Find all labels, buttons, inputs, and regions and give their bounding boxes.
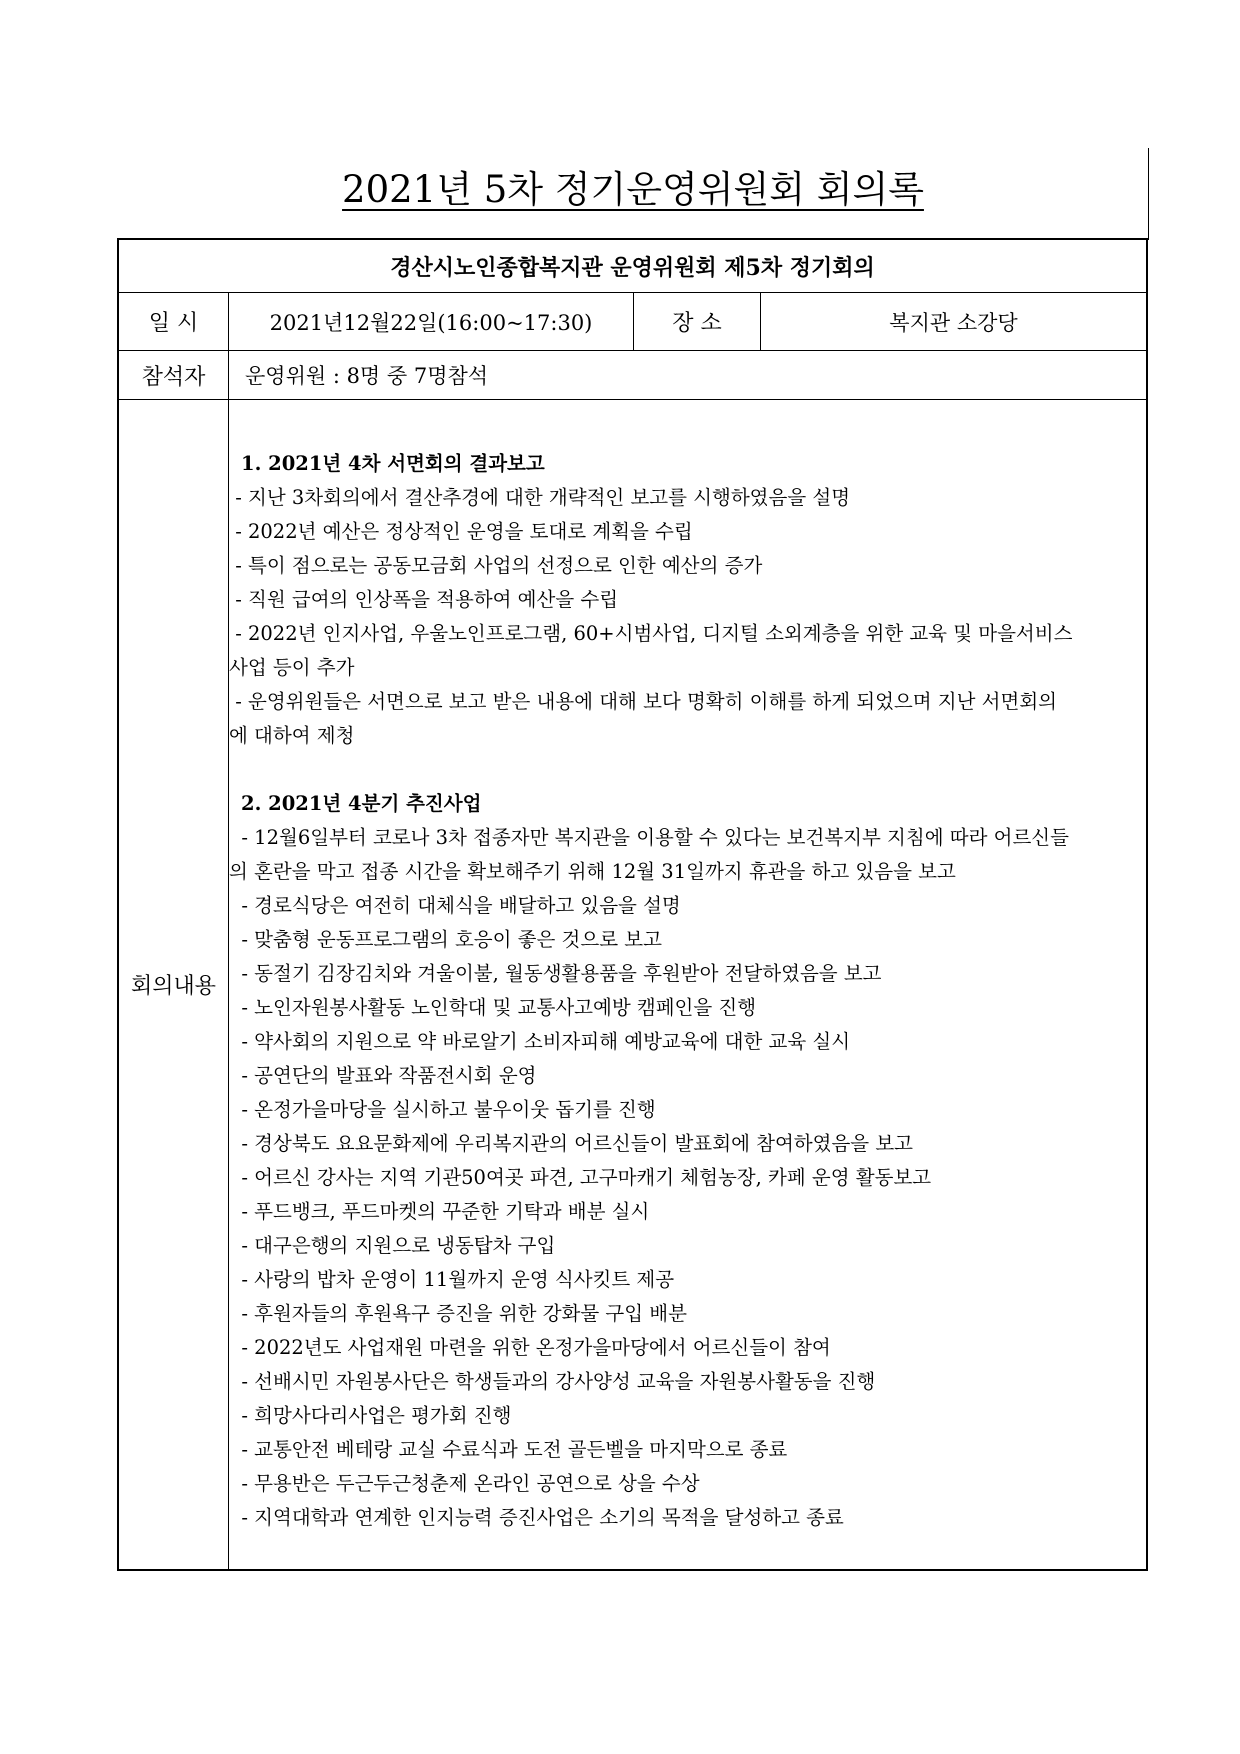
content-line: - 맞춤형 운동프로그램의 호응이 좋은 것으로 보고	[229, 928, 662, 951]
attendees-value: 운영위원 : 8명 중 7명참석	[245, 364, 489, 388]
document-title: 2021년 5차 정기운영위원회 회의록	[342, 168, 924, 211]
meeting-header: 경산시노인종합복지관 운영위원회 제5차 정기회의	[390, 254, 875, 281]
content-row	[119, 400, 1146, 1569]
content-line: 사업 등이 추가	[229, 656, 355, 679]
date-value: 2021년12월22일(16:00~17:30)	[229, 293, 634, 350]
content-line: - 약사회의 지원으로 약 바로알기 소비자피해 예방교육에 대한 교육 실시	[229, 1030, 851, 1053]
date-label: 일 시	[119, 293, 229, 350]
content-label: 회의내용	[119, 400, 229, 1569]
minutes-table	[117, 238, 1148, 1571]
section-spacer	[229, 753, 1149, 787]
content-line: - 희망사다리사업은 평가회 진행	[229, 1404, 512, 1427]
meeting-content	[229, 447, 1149, 1535]
content-line: - 동절기 김장김치와 겨울이불, 월동생활용품을 후원받아 전달하였음을 보고	[229, 962, 882, 985]
attendees-row	[119, 351, 1146, 400]
content-line: - 특이 점으로는 공동모금회 사업의 선정으로 인한 예산의 증가	[229, 554, 763, 577]
date-place-row	[119, 293, 1146, 351]
content-line: 에 대하여 제청	[229, 724, 355, 747]
content-line: - 지역대학과 연계한 인지능력 증진사업은 소기의 목적을 달성하고 종료	[229, 1506, 844, 1529]
content-line: 의 혼란을 막고 접종 시간을 확보해주기 위해 12월 31일까지 휴관을 하고 있음을 보고	[229, 860, 956, 883]
content-line: - 공연단의 발표와 작품전시회 운영	[229, 1064, 537, 1087]
content-line: - 2022년도 사업재원 마련을 위한 온정가을마당에서 어르신들이 참여	[229, 1336, 831, 1359]
content-line: - 대구은행의 지원으로 냉동탑차 구입	[229, 1234, 556, 1257]
content-line: - 경로식당은 여전히 대체식을 배달하고 있음을 설명	[229, 894, 681, 917]
header-row	[119, 240, 1146, 293]
content-line: - 경상북도 요요문화제에 우리복지관의 어르신들이 발표회에 참여하였음을 보고	[229, 1132, 913, 1155]
content-line: - 2022년 인지사업, 우울노인프로그램, 60+시범사업, 디지털 소외계층을 위한 교육 및 마을서비스	[229, 622, 1073, 645]
place-value: 복지관 소강당	[889, 310, 1018, 335]
content-line: - 운영위원들은 서면으로 보고 받은 내용에 대해 보다 명확히 이해를 하게 되었으며 지난 서면회의	[229, 690, 1058, 713]
content-line: - 무용반은 두근두근청춘제 온라인 공연으로 상을 수상	[229, 1472, 700, 1495]
content-line: - 직원 급여의 인상폭을 적용하여 예산을 수립	[229, 588, 619, 611]
content-line: - 12월6일부터 코로나 3차 접종자만 복지관을 이용할 수 있다는 보건복지부 지침에 따라 어르신들	[229, 826, 1069, 849]
content-line: - 어르신 강사는 지역 기관50여곳 파견, 고구마캐기 체험농장, 카페 운영 활동보고	[229, 1166, 932, 1189]
content-line: - 사랑의 밥차 운영이 11월까지 운영 식사킷트 제공	[229, 1268, 675, 1291]
content-line: - 온정가을마당을 실시하고 불우이웃 돕기를 진행	[229, 1098, 656, 1121]
place-label: 장 소	[634, 293, 761, 350]
content-line: - 교통안전 베테랑 교실 수료식과 도전 골든벨을 마지막으로 종료	[229, 1438, 788, 1461]
content-line: - 2022년 예산은 정상적인 운영을 토대로 계획을 수립	[229, 520, 693, 543]
attendees-label: 참석자	[119, 351, 229, 399]
content-line: - 푸드뱅크, 푸드마켓의 꾸준한 기탁과 배분 실시	[229, 1200, 650, 1223]
content-line: - 노인자원봉사활동 노인학대 및 교통사고예방 캠페인을 진행	[229, 996, 757, 1019]
content-line: - 선배시민 자원봉사단은 학생들과의 강사양성 교육을 자원봉사활동을 진행	[229, 1370, 876, 1393]
content-line: - 지난 3차회의에서 결산추경에 대한 개략적인 보고를 시행하였음을 설명	[229, 486, 851, 509]
section-heading: 1. 2021년 4차 서면회의 결과보고	[241, 452, 545, 475]
section-heading: 2. 2021년 4분기 추진사업	[241, 792, 482, 815]
content-line: - 후원자들의 후원욕구 증진을 위한 강화물 구입 배분	[229, 1302, 687, 1325]
